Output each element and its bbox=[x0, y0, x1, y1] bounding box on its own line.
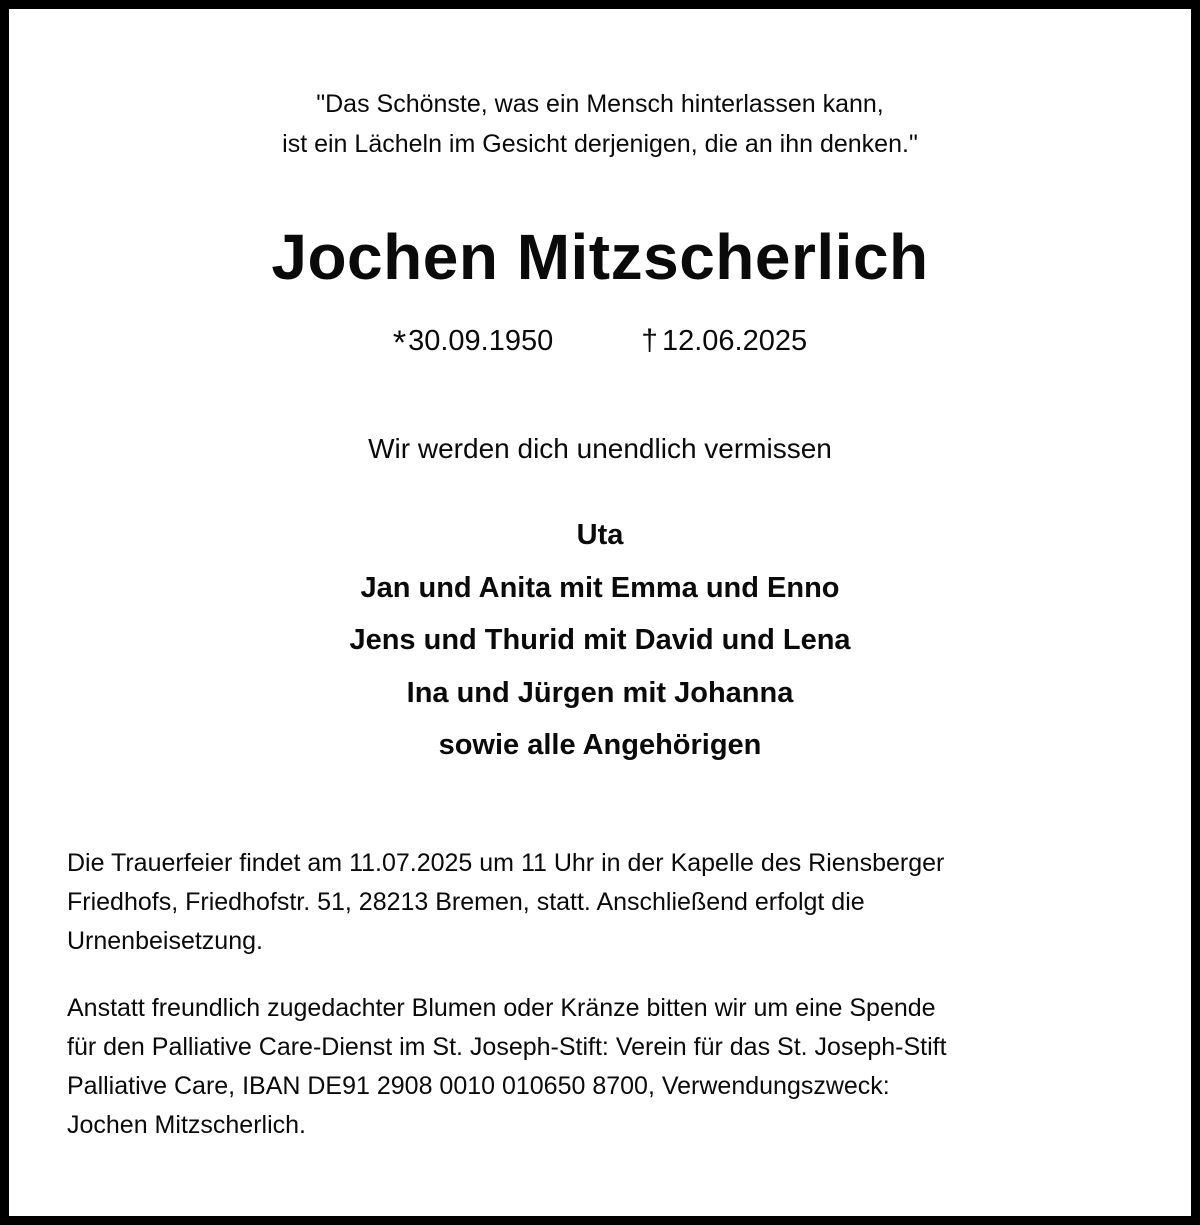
life-dates bbox=[9, 321, 1191, 361]
donation-info-line: für den Palliative Care-Dienst im St. Joseph-Stift: Verein für das St. Joseph-Stift bbox=[67, 1033, 947, 1061]
mourners-list bbox=[9, 509, 1191, 772]
death-date-group bbox=[641, 321, 807, 361]
death-date: 12.06.2025 bbox=[661, 325, 808, 357]
memorial-quote bbox=[9, 84, 1191, 164]
mourner-item: Jens und Thurid mit David und Lena bbox=[349, 624, 851, 656]
donation-info-paragraph bbox=[67, 989, 1127, 1145]
donation-info-line: Palliative Care, IBAN DE91 2908 0010 010650 8700, Verwendungszweck: bbox=[67, 1072, 890, 1100]
funeral-info-paragraph bbox=[67, 844, 1127, 961]
miss-text: Wir werden dich unendlich vermissen bbox=[368, 433, 832, 464]
donation-info-line: Jochen Mitzscherlich. bbox=[67, 1111, 306, 1139]
quote-line-1: "Das Schönste, was ein Mensch hinterlassen kann, bbox=[316, 90, 884, 118]
birth-star-icon: * bbox=[392, 324, 407, 362]
funeral-info-line: Die Trauerfeier findet am 11.07.2025 um 11 Uhr in der Kapelle des Riensberger bbox=[67, 849, 945, 877]
mourner-item: Jan und Anita mit Emma und Enno bbox=[360, 571, 840, 604]
mourner-item: Uta bbox=[576, 519, 624, 551]
funeral-info-line: Friedhofs, Friedhofstr. 51, 28213 Bremen, statt. Anschließend erfolgt die bbox=[67, 888, 865, 916]
mourner-item: Ina und Jürgen mit Johanna bbox=[406, 676, 794, 709]
funeral-info-line: Urnenbeisetzung. bbox=[67, 927, 263, 955]
donation-info-line: Anstatt freundlich zugedachter Blumen oder Kränze bitten wir um eine Spende bbox=[67, 994, 936, 1022]
mourner-item: sowie alle Angehörigen bbox=[438, 729, 762, 761]
birth-date-group bbox=[393, 321, 553, 361]
death-cross-icon: † bbox=[641, 324, 658, 357]
quote-line-2: ist ein Lächeln im Gesicht derjenigen, die an ihn denken." bbox=[282, 130, 918, 158]
deceased-name: Jochen Mitzscherlich bbox=[271, 221, 929, 293]
birth-date: 30.09.1950 bbox=[408, 325, 554, 357]
